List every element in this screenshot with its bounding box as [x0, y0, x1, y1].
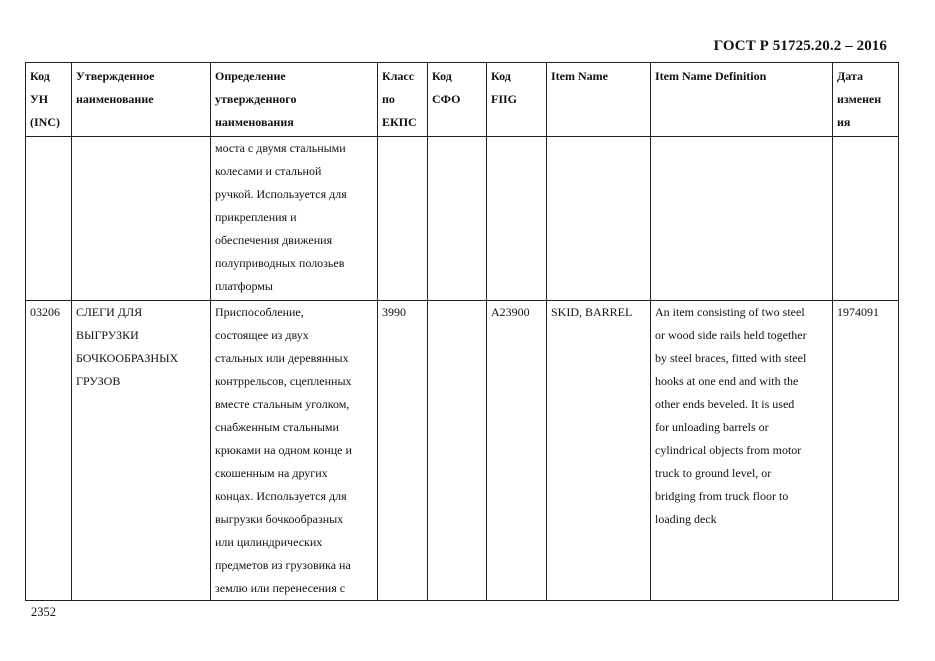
cell-class: 3990	[378, 301, 428, 601]
header-fiig: Код FIIG	[487, 63, 547, 137]
header-class: Класс по ЕКПС	[378, 63, 428, 137]
cell-item-definition: An item consisting of two steel or wood side rails held together by steel braces, fitted with steel hooks at one end and with the other ends beveled. It is used for unloading barrels or cylindrical objects from motor truck to ground level, or bridging from truck floor to loading deck	[651, 301, 833, 601]
cell-definition: Приспособление, состоящее из двух стальных или деревянных контррельсов, сцепленных вместе стальным уголком, снабженным стальными крюками на одном конце и скошенным на других концах. Используется для выгрузки бочкообразных или цилиндрических предметов из грузовика на землю или перенесения с	[211, 301, 378, 601]
cell-item-name: SKID, BARREL	[547, 301, 651, 601]
header-inc: Код УН (INC)	[26, 63, 72, 137]
cell-sfo	[428, 301, 487, 601]
header-item-definition: Item Name Definition	[651, 63, 833, 137]
cell-item-definition	[651, 137, 833, 301]
cell-class	[378, 137, 428, 301]
cell-fiig: A23900	[487, 301, 547, 601]
cell-approved-name: СЛЕГИ ДЛЯ ВЫГРУЗКИ БОЧКООБРАЗНЫХ ГРУЗОВ	[72, 301, 211, 601]
header-sfo: Код СФО	[428, 63, 487, 137]
cell-definition: моста с двумя стальными колесами и стальной ручкой. Используется для прикрепления и обеспечения движения полуприводных полозьев платформы	[211, 137, 378, 301]
header-approved-name: Утвержденное наименование	[72, 63, 211, 137]
header-item-name: Item Name	[547, 63, 651, 137]
cell-change-date	[833, 137, 899, 301]
cell-inc: 03206	[26, 301, 72, 601]
page-number: 2352	[31, 605, 56, 619]
table-header-row	[26, 63, 899, 137]
header-definition: Определение утвержденного наименования	[211, 63, 378, 137]
cell-approved-name	[72, 137, 211, 301]
document-header: ГОСТ Р 51725.20.2 – 2016	[713, 38, 887, 54]
cell-change-date: 1974091	[833, 301, 899, 601]
table-row	[26, 137, 899, 301]
cell-item-name	[547, 137, 651, 301]
cell-sfo	[428, 137, 487, 301]
nomenclature-table	[25, 62, 899, 601]
cell-fiig	[487, 137, 547, 301]
header-change-date: Дата изменен ия	[833, 63, 899, 137]
cell-inc	[26, 137, 72, 301]
table-row	[26, 301, 899, 601]
